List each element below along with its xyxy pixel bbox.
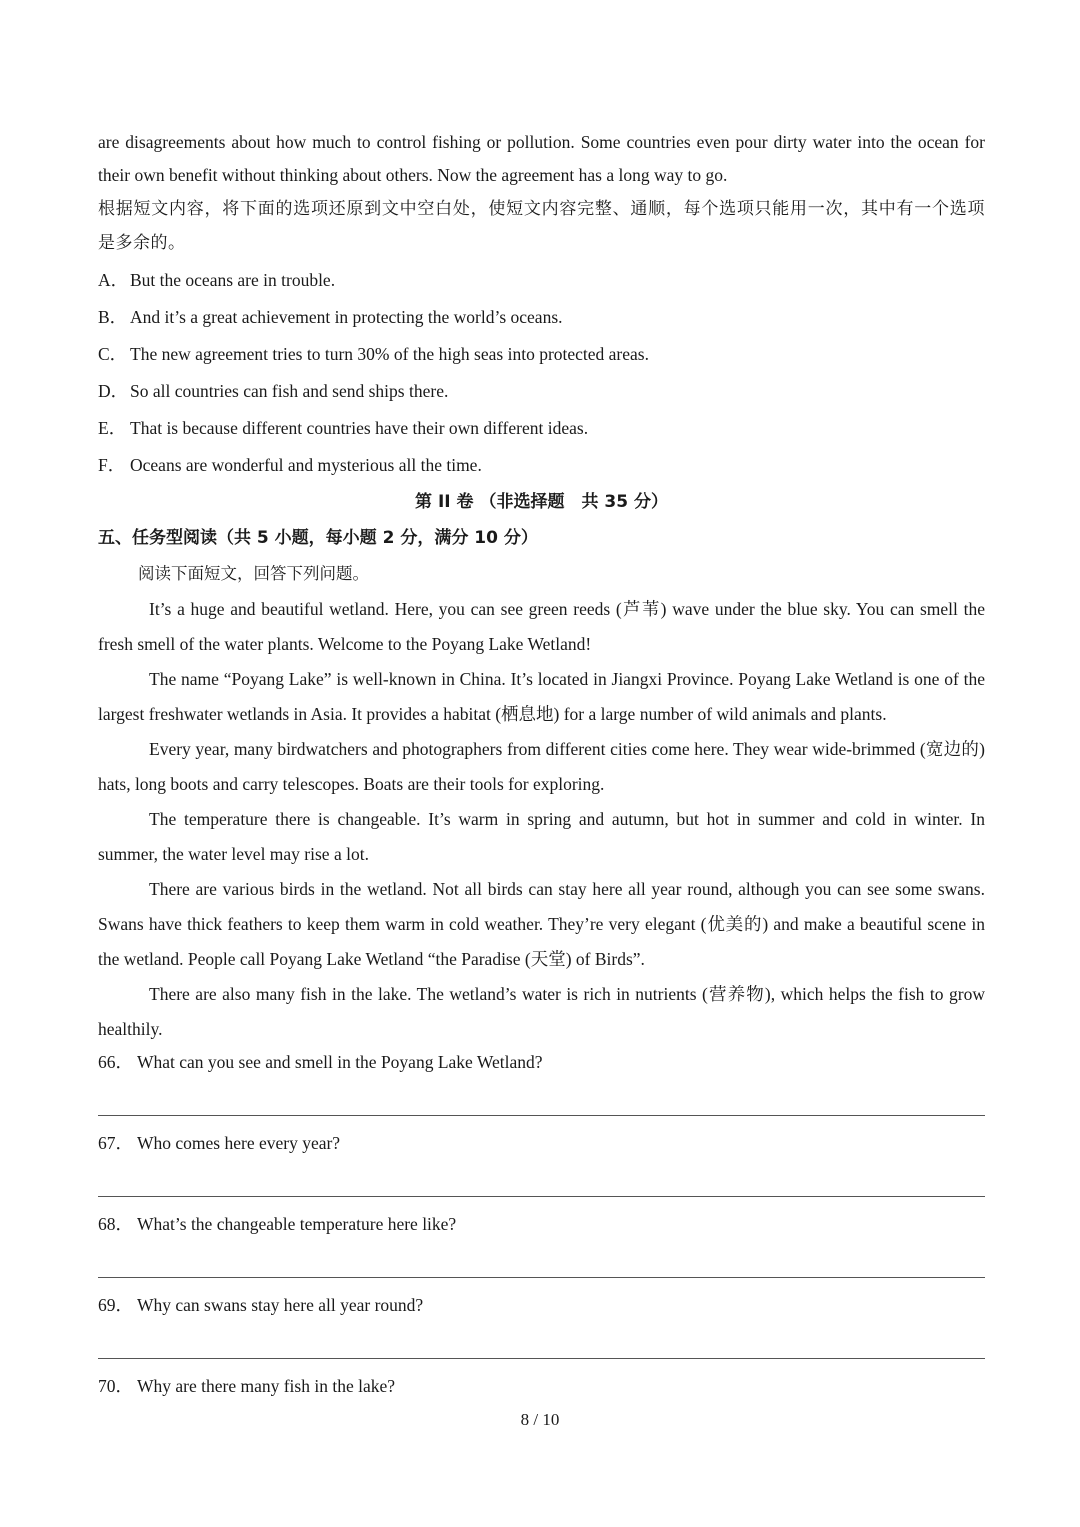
option-item [98, 373, 985, 410]
question-number: 69． [98, 1295, 133, 1315]
question-number: 70． [98, 1376, 133, 1396]
option-letter: D． [98, 381, 129, 401]
passage-paragraph: It’s a huge and beautiful wetland. Here, you can see green reeds (芦苇) wave under the blue sky. You can smell the fresh smell of the water plants. Welcome to the Poyang Lake Wetland! [98, 599, 985, 654]
reading-passage [98, 592, 985, 1047]
option-item [98, 336, 985, 373]
option-letter: B． [98, 307, 128, 327]
answer-line[interactable] [98, 1320, 985, 1359]
answer-line[interactable] [98, 1239, 985, 1278]
option-letter: E． [98, 418, 127, 438]
questions-list [98, 1047, 985, 1401]
question-item [98, 1290, 985, 1320]
passage-paragraph: Every year, many birdwatchers and photographers from different cities come here. They wear wide-brimmed (宽边的) hats, long boots and carry telescopes. Boats are their tools for exploring. [98, 739, 985, 794]
option-text: That is because different countries have their own different ideas. [130, 418, 589, 438]
option-text: So all countries can fish and send ships there. [130, 381, 449, 401]
question-text: Why can swans stay here all year round? [137, 1295, 424, 1315]
option-letter: F． [98, 455, 126, 475]
section-title: 五、任务型阅读（共 5 小题，每小题 2 分，满分 10 分） [98, 528, 538, 548]
task-instruction: 根据短文内容，将下面的选项还原到文中空白处，使短文内容完整、通顺，每个选项只能用一次，其中有一个选项是多余的。 [98, 199, 985, 253]
question-text: Why are there many fish in the lake? [137, 1376, 396, 1396]
option-item [98, 410, 985, 447]
page-number: 8 / 10 [520, 1410, 560, 1429]
question-item [98, 1128, 985, 1158]
volume-title: 第 II 卷 （非选择题 共 35 分） [415, 492, 668, 512]
answer-line[interactable] [98, 1158, 985, 1197]
question-text: What’s the changeable temperature here like? [137, 1214, 457, 1234]
option-item [98, 447, 985, 484]
option-letter: A． [98, 270, 129, 290]
question-number: 66． [98, 1052, 133, 1072]
passage-paragraph: There are various birds in the wetland. Not all birds can stay here all year round, although you can see some swans. Swans have thick feathers to keep them warm in cold weather. They’re very elegant (优美的) and make a beautiful scene in the wetland. People call Poyang Lake Wetland “the Paradise (天堂) of Birds”. [98, 879, 985, 969]
option-text: Oceans are wonderful and mysterious all the time. [130, 455, 482, 475]
option-text: But the oceans are in trouble. [130, 270, 336, 290]
question-number: 68． [98, 1214, 133, 1234]
question-number: 67． [98, 1133, 133, 1153]
option-item [98, 262, 985, 299]
option-letter: C． [98, 344, 128, 364]
options-list [98, 262, 985, 484]
option-text: And it’s a great achievement in protecting the world’s oceans. [130, 307, 563, 327]
intro-paragraph: are disagreements about how much to control fishing or pollution. Some countries even pour dirty water into the ocean for their own benefit without thinking about others. Now the agreement has a long way to go. [98, 132, 985, 185]
question-item [98, 1209, 985, 1239]
passage-paragraph: The temperature there is changeable. It’s warm in spring and autumn, but hot in summer and cold in winter. In summer, the water level may rise a lot. [98, 809, 985, 864]
question-item [98, 1047, 985, 1077]
passage-paragraph: There are also many fish in the lake. The wetland’s water is rich in nutrients (营养物), which helps the fish to grow healthily. [98, 984, 985, 1039]
question-text: What can you see and smell in the Poyang Lake Wetland? [137, 1052, 543, 1072]
passage-paragraph: The name “Poyang Lake” is well-known in China. It’s located in Jiangxi Province. Poyang Lake Wetland is one of the largest freshwater wetlands in Asia. It provides a habitat (栖息地) for a large number of wild animals and plants. [98, 669, 985, 724]
question-item [98, 1371, 985, 1401]
page-content [98, 126, 985, 1401]
answer-line[interactable] [98, 1077, 985, 1116]
question-text: Who comes here every year? [137, 1133, 341, 1153]
section-instruction: 阅读下面短文，回答下列问题。 [138, 564, 369, 583]
option-item [98, 299, 985, 336]
option-text: The new agreement tries to turn 30% of the high seas into protected areas. [130, 344, 649, 364]
